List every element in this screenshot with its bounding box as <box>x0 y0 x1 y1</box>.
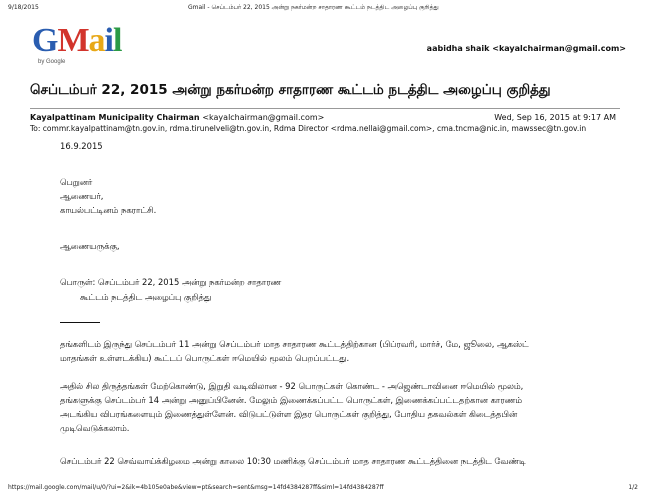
sender-name-text: Kayalpattinam Municipality Chairman <box>30 113 200 122</box>
by-google-label: by Google <box>38 59 66 65</box>
sender-email: <kayalchairman@gmail.com> <box>202 113 325 122</box>
print-title: Gmail - செப்டம்பர் 22, 2015 அன்று நகர்மன்ற சாதாரண கூட்டம் நடத்திட அழைப்பு குறித்து <box>188 4 439 11</box>
paragraph-1-line-1: தங்களிடம் இருந்து செப்டம்பர் 11 அன்று செப்டம்பர் மாத சாதாரண கூட்டத்திற்கான (பிப்ரவரி, மார்ச், மே, ஜூலை, ஆகஸ்ட் <box>60 339 529 349</box>
paragraph-3-line-1: செப்டம்பர் 22 செவ்வாய்க்கிழமை அன்று காலை 10:30 மணிக்கு செப்டம்பர் மாத சாதாரண கூட்டத்தினை நடத்திட வேண்டி <box>60 456 526 466</box>
recipient-line-3: காயல்பட்டினம் நகராட்சி. <box>60 205 157 215</box>
recipient-line-2: ஆணையர், <box>60 191 104 201</box>
salutation: ஆணையருக்கு, <box>60 241 120 251</box>
print-date: 9/18/2015 <box>8 4 39 11</box>
gmail-wordmark: GMail <box>32 22 122 59</box>
recipient-line-1: பெறுனர் <box>60 177 93 187</box>
separator-line <box>60 322 100 323</box>
page-number: 1/2 <box>628 484 638 491</box>
subject-line-1: பொருள்: செப்டம்பர் 22, 2015 அன்று நகர்மன்ற சாதாரண <box>60 277 282 287</box>
paragraph-2-line-2: தங்களுக்கு செப்டம்பர் 14 அன்று அனுப்பினேன். மேலும் இணைக்கப்பட்ட பொருட்கள், இணைக்கப்பட்டதற்கான காரணம் <box>60 395 523 405</box>
paragraph-1-line-2: மாதங்கள் உள்ளடக்கிய) கூட்டப் பொருட்கள் ஈமெயில் மூலம் பெறப்பட்டது. <box>60 353 350 363</box>
print-url: https://mail.google.com/mail/u/0/?ui=2&ik=4b105e0abe&view=pt&search=sent&msg=14fd4384287ff&siml=14fd4384287ff <box>8 484 384 491</box>
paragraph-2-line-4: முடிவெடுக்கலாம். <box>60 423 130 433</box>
gmail-logo <box>32 22 122 66</box>
account-label: aabidha shaik <kayalchairman@gmail.com> <box>426 44 626 53</box>
email-subject: செப்டம்பர் 22, 2015 அன்று நகர்மன்ற சாதாரண கூட்டம் நடத்திட அழைப்பு குறித்து <box>30 82 551 98</box>
subject-line-2: கூட்டம் நடத்திட அழைப்பு குறித்து <box>80 292 212 302</box>
paragraph-2-line-3: அடங்கிய விபரங்களையும் இணைத்துள்ளேன். விடுபட்டுள்ள இதர பொருட்கள் குறித்து, போதிய தகவல்கள் கிடைத்தபின் <box>60 409 518 419</box>
sender-name <box>30 113 324 122</box>
letter-date: 16.9.2015 <box>60 141 103 151</box>
paragraph-2-line-1: அதில் சில திருத்தங்கள் மேற்கொண்டு, இறுதி வடிவிலான - 92 பொருட்கள் கொண்ட - அஜெண்டாவினை ஈமெயில் மூலம், <box>60 381 524 391</box>
sent-date: Wed, Sep 16, 2015 at 9:17 AM <box>494 113 616 122</box>
recipients-line: To: commr.kayalpattinam@tn.gov.in, rdma.tirunelveli@tn.gov.in, Rdma Director <rdma.nellai@gmail.com>, cma.tncma@nic.in, mawssec@tn.gov.in <box>30 124 587 133</box>
subject-divider <box>30 108 620 109</box>
